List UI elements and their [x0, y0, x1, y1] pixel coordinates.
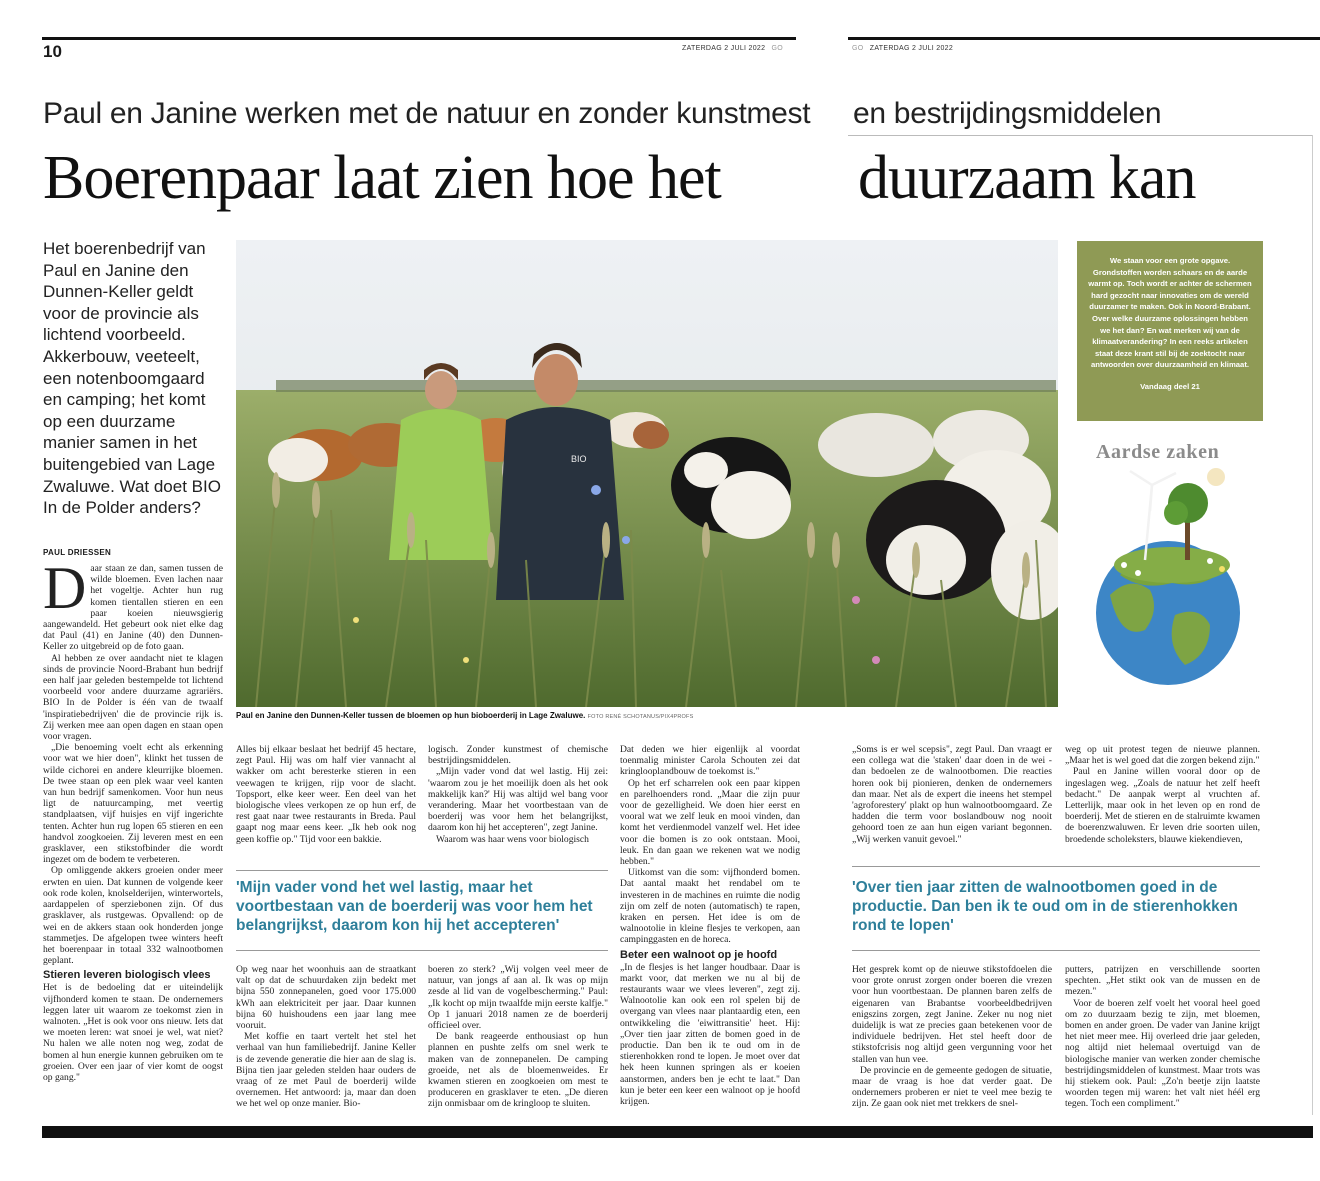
col4-paragraph: Dat deden we hier eigenlijk al voordat toenmalig minister Carola Schouten zei dat kringlooplandbouw de toekomst is.": [620, 744, 800, 778]
header-box-line: [848, 135, 1313, 136]
dateline-left-edition: GO: [771, 45, 784, 52]
article-column-3-bottom: [428, 964, 608, 1110]
article-column-3-top: [428, 744, 608, 864]
col4-paragraph: Op het erf scharrelen ook een paar kippen en parelhoenders rond. „Maar die zijn puur voor de gezelligheid. We doen hier eerst en vooral wat we zelf leuk en mooi vinden, dan komt het verdienmodel vanzelf wel. Het idee voor die bomen is zo ook ontstaan. Mooi, leuk. En dan gaan we rekenen wat we nodig hebben.": [620, 777, 800, 868]
dateline-right: [852, 45, 953, 52]
series-logo-title: Aardse zaken: [1096, 441, 1220, 463]
col6b-paragraph: Voor de boeren zelf voelt het vooral heel goed om zo duurzaam bezig te zijn, met bloemen, bomen en ander groen. De vader van Janine krijgt het niet meer mee. Hij overleed drie jaar geleden, nog altijd niet helemaal overtuigd van de biologische manier van werken zonder chemische bestrijdingsmiddelen of kunstmest. Maar trots was hij stiekem ook. Paul: „Zo'n beetje zijn laatste woorden tegen mij waren: het valt niet héél erg tegen. Toch een compliment.": [1065, 997, 1260, 1110]
article-column-5-top: [852, 744, 1052, 856]
article-column-2-bottom: [236, 964, 416, 1110]
col3-paragraph: „Mijn vader vond dat wel lastig. Hij zei: 'waarom zou je het moeilijk doen als het ook makkelijk kan?' Hij was altijd wel bang voor verandering. Maar het voortbestaan van de boerderij was voor hem het belangrijkst, daarom kon hij het accepteren", zegt Janine.: [428, 766, 608, 834]
col3-paragraph: logisch. Zonder kunstmest of chemische bestrijdingsmiddelen.: [428, 744, 608, 767]
header-box-side: [1312, 135, 1313, 1115]
article-column-6-bottom: [1065, 964, 1260, 1110]
main-photo: [236, 240, 1058, 707]
col3b-paragraph: De bank reageerde enthousiast op hun plannen en pushte zelfs om snel werk te maken van de zonnepanelen. De camping groeide, net als de bloemenweides. Er kwamen stieren en zoogkoeien om mest te produceren en grasklaver te eten. „De dieren zijn onmisbaar om de kringloop te sluiten.: [428, 1031, 608, 1110]
photo-caption-text: Paul en Janine den Dunnen-Keller tussen de bloemen op hun bioboerderij in Lage Zwaluwe.: [236, 711, 586, 720]
col6-paragraph: weg op uit protest tegen de nieuwe plannen. „Maar het is wel goed dat die zorgen bekend zijn.": [1065, 744, 1260, 767]
quote1-rule-bottom: [236, 950, 608, 951]
pull-quote-2: 'Over tien jaar zitten de walnootbomen goed in de productie. Dan ben ik te oud om in de stierenhokken rond te lopen': [852, 879, 1238, 934]
dateline-left-date: ZATERDAG 2 JULI 2022: [682, 45, 766, 52]
col6-paragraph: Paul en Janine willen vooral door op de ingeslagen weg. „Zoals de natuur het zelf heeft bedacht." De aanpak werpt al vruchten af. Letterlijk, maar ook in het leven op en rond de boerderij. Met de stieren en de stalruimte kwamen de boerenzwaluwen. Er leven drie soorten uilen, broedende scholeksters, blauwe kiekendieven,: [1065, 766, 1260, 845]
photo-caption: [236, 711, 693, 720]
article-column-5-bottom: [852, 964, 1052, 1110]
drop-cap: D: [43, 563, 87, 621]
dateline-right-edition: GO: [852, 45, 864, 52]
col1-paragraph: „Die benoeming voelt echt als erkenning voor wat we hier doen", klinkt het tussen de wilde cichorei en andere kleurrijke bloemen. De twee staan op een plek waar veel kanten van hun bedrijf samenkomen. Voor hun neus ligt de natuurcamping, met veertig standplaatsen, vijf huisjes en vijf ingerichte tenten. Achter hun rug lopen 65 stieren en een handvol zoogkoeien. Zij leveren mest en een grasklaver, een stikstofbinder die wordt ingezet om de bodem te verbeteren.: [43, 742, 223, 866]
dateline-left: [682, 45, 783, 52]
series-text: We staan voor een grote opgave. Grondstoffen worden schaars en de aarde warmt op. Toch wordt er achter de schermen hard gezocht naar innovaties om de wereld duurzamer te maken. Ook in Noord-Brabant. Over welke duurzame oplossingen hebben we het dan? En wat merken wij van de klimaatverandering? In een reeks artikelen staat deze krant stil bij de zoektocht naar antwoorden over duurzaamheid en klimaat.: [1088, 256, 1252, 370]
col3-paragraph: Waarom was haar wens voor biologisch: [436, 833, 589, 845]
col5-paragraph: „Soms is er wel scepsis", zegt Paul. Dan vraagt er een collega wat die 'staken' daar doen in de wei - dan bedoelen ze de walnootbomen. Die reacties horen ook bij pionieren, denken de ondernemers dan maar. Net als de expert die ineens het stempel 'agroforestery' plakt op hun walnootboomgaard. Ze hadden die term voor boslandbouw nog nooit gehoord toen ze aan hun eigen variant begonnen. „Wij werken vanuit gevoel.": [852, 744, 1052, 845]
top-rule-right: [848, 37, 1320, 40]
col2-paragraph: Alles bij elkaar beslaat het bedrijf 45 hectare, zegt Paul. Hij was om half vier vannacht al wakker om acht beresterke stieren in een veewagen te krijgen, rijp voor de slacht. Topsport, elke keer weer. Een deel van het biologische vlees verkopen ze op hun erf, de rest gaat naar twee restaurants in Breda. Paul gaapt nog maar eens keer. „Ik heb ook nog geen koffie op." Tijd voor een bakkie.: [236, 744, 416, 845]
col5b-paragraph: Het gesprek komt op de nieuwe stikstofdoelen die voor grote onrust zorgen onder boeren die vrezen voor hun voortbestaan. De plannen baren zelfs de eigenaren van Brabantse voorbeeldbedrijven enigszins zorgen, zegt Janine. Zeker nu nog niet duidelijk is wat ze precies gaan betekenen voor de individuele bedrijven. Het stel heeft door de stikstofcrisis nog altijd geen vergunning voor het stallen van hun vee.: [852, 964, 1052, 1065]
kicker-right: en bestrijdingsmiddelen: [853, 97, 1162, 130]
byline: PAUL DRIESSEN: [43, 548, 112, 557]
intro-text: Het boerenbedrijf van Paul en Janine den Dunnen-Keller geldt voor de provincie als lichtend voorbeeld. Akkerbouw, veeteelt, een notenboomgaard en camping; het komt op een duurzame manier samen in het buitengebied van Lage Zwaluwe. Wat doet BIO In de Polder anders?: [43, 239, 221, 518]
page-number: 10: [43, 42, 62, 61]
series-part: Vandaag deel 21: [1140, 381, 1200, 391]
col1-paragraph: Op omliggende akkers groeien onder meer erwten en uien. Dat kunnen de volgende keer ook rode kolen, knolselderijen, winterwortels, aardappelen of sperziebonen zijn. Of dus grasklaver, als rustgewas. Opvallend: op de wei en de akkers staan ook honderden jonge stammetjes. De afgelopen twee winters heeft het boerenpaar in totaal 332 walnootbomen geplant.: [43, 865, 223, 967]
photo-farmers-cows-illustration: [236, 240, 1058, 707]
photo-credit: FOTO RENÉ SCHOTANUS/PIX4PROFS: [587, 714, 694, 720]
headline-right: duurzaam kan: [858, 144, 1196, 212]
col2b-paragraph: Met koffie en taart vertelt het stel het verhaal van hun familiebedrijf. Janine Keller is de zevende generatie die hier aan de slag is. Bijna tien jaar geleden stelden haar ouders de vraag of ze met Paul de boerderij wilde overnemen. Het antwoord: ja, maar dan doen we het wel op onze manier. Bio-: [236, 1031, 416, 1110]
col1-paragraph: Al hebben ze over aandacht niet te klagen sinds de provincie Noord-Brabant hun bedrijf een half jaar geleden bestempelde tot lichtend voorbeeld voor andere duurzame agrariërs. BIO In de Polder is één van de twaalf 'inspiratiebedrijven' die de provincie rijk is. Zij werken mee aan open dagen en staan open voor vragen.: [43, 652, 223, 743]
subhead-walnoot: Beter een walnoot op je hoofd: [620, 948, 778, 961]
col3b-paragraph: boeren zo sterk? „Wij volgen veel meer de natuur, van jongs af aan al. Ik was op mijn zesde al lid van de vogelbescherming." Paul: „Ik kocht op mijn twaalfde mijn eerste kalfje." Op 1 januari 2018 namen ze de boerderij officieel over.: [428, 964, 608, 1032]
col1-paragraph: aar staan ze dan, samen tussen de wilde bloemen. Even lachen naar het vogeltje. Achter hun rug komen tientallen stieren en een paar koeien nieuwsgierig aangewandeld. Het gebeurt ook niet elke dag dat Paul (41) en Janine (40) den Dunnen-Keller zo uitgebreid op de foto gaan.: [43, 563, 223, 653]
pull-quote-1: 'Mijn vader vond het wel lastig, maar het voortbestaan van de boerderij was voor hem het belangrijkst, daarom kon hij het accepteren': [236, 879, 593, 934]
article-column-6-top: [1065, 744, 1260, 856]
quote1-rule-top: [236, 870, 608, 871]
col6b-paragraph: putters, patrijzen en verschillende soorten spechten. „Het stikt ook van de mussen en de mezen.": [1065, 964, 1260, 998]
article-column-2-top: [236, 744, 416, 864]
subhead-stieren: Stieren leveren biologisch vlees: [43, 969, 211, 982]
col5b-paragraph: De provincie en de gemeente gedogen de situatie, maar de vraag is hoe dat verder gaat. De ondernemers proberen er niet te veel mee bezig te zijn. Ze gaan ook niet met trekkers de snel-: [852, 1064, 1052, 1110]
quote2-rule-top: [852, 866, 1260, 867]
article-column-1: [43, 563, 223, 1108]
col1-paragraph: Het is de bedoeling dat er uiteindelijk vijfhonderd komen te staan. De ondernemers leggen later uit waarom ze toekomst zien in walnoten. „Het is ook voor ons nieuw. Iets dat we moeten leren: wat snoei je wel, wat niet? Nu halen we alle noten nog weg, zodat de bomen al hun energie kunnen gebruiken om te groeien. Over een jaar of vier komt de oogst op gang.": [43, 982, 223, 1083]
article-column-4: [620, 744, 800, 1110]
globe-illustration: [1090, 465, 1260, 685]
dateline-right-date: ZATERDAG 2 JULI 2022: [869, 45, 954, 52]
bottom-bar: [42, 1126, 1313, 1138]
col4-paragraph: Uitkomst van die som: vijfhonderd bomen. Dat aantal maakt het rendabel om te investeren in de machines en ruimte die nodig zijn om zelf de noten (automatisch) te rapen, kraken en persen. Het idee is om de walnootolie in kleine flesjes te verkopen, aan campinggasten en de horeca.: [620, 867, 800, 946]
sweater-logo: BIO: [571, 454, 587, 464]
top-rule-left: [42, 37, 796, 40]
quote2-rule-bottom: [852, 950, 1260, 951]
series-infobox: [1077, 241, 1263, 421]
col4-paragraph: „In de flesjes is het langer houdbaar. Daar is markt voor, dat merken we nu al bij de restaurants waar we vlees leveren", zegt zij. Walnootolie kan ook een rol spelen bij de overgang van vlees naar plantaardig eten, een ontwikkeling die 'eiwittransitie' heet. Hij: „Over tien jaar zitten de bomen goed in de productie. Dan ben ik te oud om in de stierenhokken rond te lopen. Je moet over dat hek heen kunnen springen als er koeien aanstormen, anders ben je echt te laat." Dan kun je beter een keer een walnoot op je hoofd krijgen.: [620, 961, 800, 1108]
headline-left: Boerenpaar laat zien hoe het: [43, 144, 721, 212]
kicker-left: Paul en Janine werken met de natuur en zonder kunstmest: [43, 97, 811, 130]
col2b-paragraph: Op weg naar het woonhuis aan de straatkant valt op dat de schuurdaken zijn bedekt met bijna 550 zonnepanelen, goed voor 175.000 kWh aan elektriciteit per jaar. Daar kunnen bijna 60 huishoudens een jaar lang mee vooruit.: [236, 964, 416, 1032]
